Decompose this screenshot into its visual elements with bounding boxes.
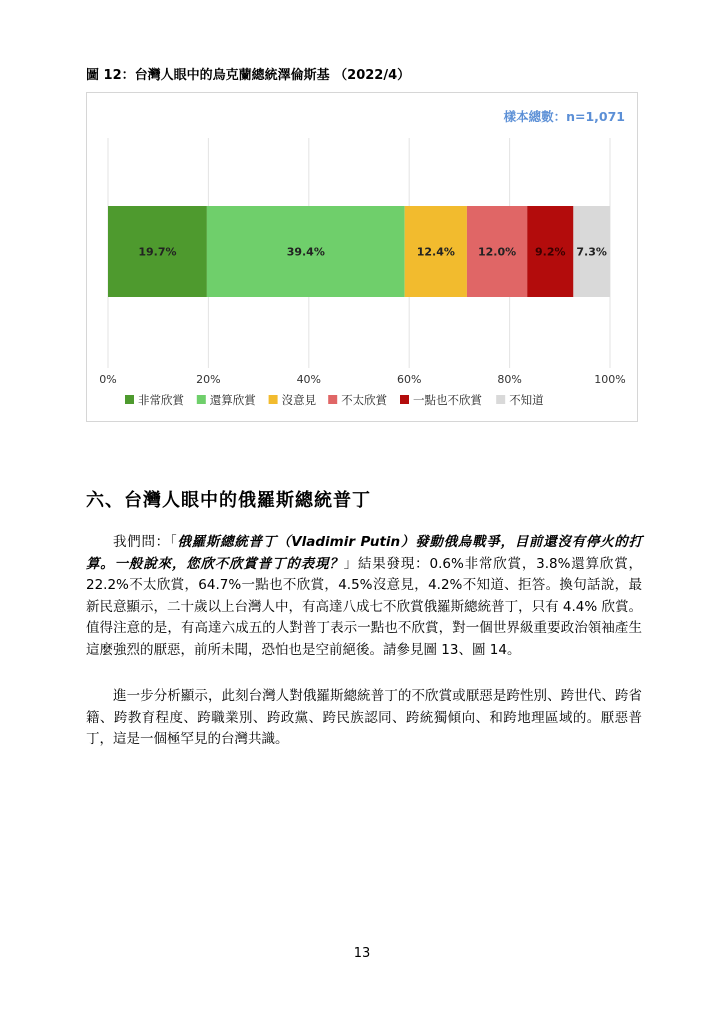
bar-data-label: 12.4% <box>416 245 455 259</box>
x-axis-ticks <box>99 373 625 386</box>
bar-data-label: 19.7% <box>138 245 177 259</box>
bar-segments <box>108 206 610 297</box>
legend-label: 不太欣賞 <box>341 393 388 407</box>
bar-data-label: 12.0% <box>477 245 517 259</box>
legend-swatch <box>125 395 134 404</box>
stacked-bar-chart <box>86 92 638 422</box>
bar-data-label: 9.2% <box>535 245 566 259</box>
legend-label: 一點也不欣賞 <box>413 393 482 407</box>
x-tick-label: 60% <box>396 373 422 386</box>
figure-title: 圖 12：台灣人眼中的烏克蘭總統澤倫斯基 （2022/4） <box>86 68 411 83</box>
page-number: 13 <box>353 946 371 961</box>
legend-swatch <box>269 395 278 404</box>
paragraph-cross-group-analysis: 進一步分析顯示，此刻台灣人對俄羅斯總統普丁的不欣賞或厭惡是跨性別、跨世代、跨省籍、跨教育程度、跨職業別、跨政黨、跨民族認同、跨統獨傾向、和跨地理區域的。厭惡普丁，這是一個極罕見的台灣共識。 <box>86 688 642 747</box>
legend-label: 還算欣賞 <box>209 393 256 407</box>
bar-data-label: 7.3% <box>576 245 607 259</box>
legend-label: 沒意見 <box>281 393 317 407</box>
sample-size-note: 樣本總數：n=1,071 <box>503 109 625 124</box>
bar-data-label: 39.4% <box>286 245 325 259</box>
paragraph-lead: 我們問：「 <box>113 534 178 550</box>
chart-svg <box>87 93 639 423</box>
paragraph-results: 」結果發現：0.6%非常欣賞，3.8%還算欣賞，22.2%不太欣賞，64.7%一點也不欣賞，4.5%沒意見，4.2%不知道、拒答。換句話說，最新民意顯示，二十歲以上台灣人中，有高達八成七不欣賞俄羅斯總統普丁，只有 4.4% 欣賞。值得注意的是，有高達六成五的人對普丁表示一點也不欣賞，對一個世界級重要政治領袖產生這麼強烈的厭惡，前所未聞，恐怕也是空前絕後。請參見圖 13、圖 14。 <box>86 555 643 658</box>
x-tick-label: 0% <box>99 373 117 386</box>
x-tick-label: 20% <box>196 373 221 386</box>
legend <box>125 393 544 407</box>
legend-label: 不知道 <box>509 393 544 407</box>
paragraph-putin-results <box>86 532 642 661</box>
legend-swatch <box>496 395 505 404</box>
survey-question: 俄羅斯總統普丁（Vladimir Putin）發動俄烏戰爭，目前還沒有停火的打算。一般說來，您欣不欣賞普丁的表現？ <box>86 534 643 572</box>
x-tick-label: 100% <box>594 373 626 386</box>
x-tick-label: 80% <box>497 373 522 386</box>
legend-swatch <box>197 395 206 404</box>
x-tick-label: 40% <box>296 373 322 386</box>
legend-swatch <box>400 395 409 404</box>
section-heading: 六、台灣人眼中的俄羅斯總統普丁 <box>86 490 371 511</box>
legend-swatch <box>328 395 337 404</box>
legend-label: 非常欣賞 <box>138 393 184 407</box>
